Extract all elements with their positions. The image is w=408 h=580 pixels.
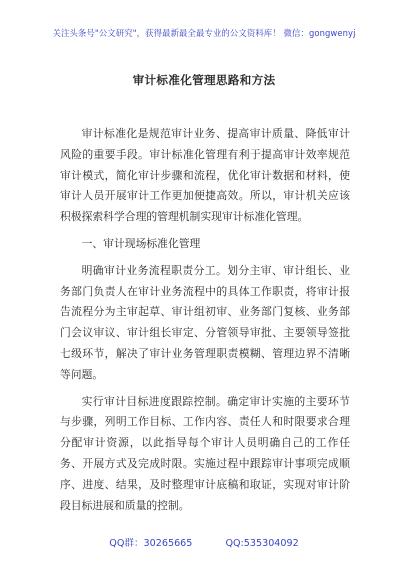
header-notice: 关注头条号"公文研究"，获得最新最全最专业的公文资料库！ 微信：gongwenyj [52,28,356,38]
footer-qq-group: QQ群：30265665 [109,538,193,549]
paragraph-intro: 审计标准化是规范审计业务、提高审计质量、降低审计风险的重要手段。审计标准化管理有利于提高审计效率规范审计模式，简化审计步骤和流程，优化审计数据和材料，使审计人员开展审计工作更加便捷高效。所以，审计机关应该积极探索科学合理的管理机制实现审计标准化管理。 [60,127,350,224]
paragraph-progress-control: 实行审计目标进度跟踪控制。确定审计实施的主要环节与步骤，列明工作目标、工作内容、责任人和时限要求合理分配审计资源，以此指导每个审计人员明确自己的工作任务、开展方式及完成时限。实施过程中跟踪审计事项完成顺序、进度、结果，及时整理审计底稿和取证，实现对审计阶段目标进展和质量的控制。 [60,394,350,512]
document-title: 审计标准化管理思路和方法 [132,73,276,87]
footer-qq-number: QQ:535304092 [225,538,299,549]
document-body [60,124,350,522]
paragraph-responsibilities: 明确审计业务流程职责分工。划分主审、审计组长、业务部门负责人在审计业务流程中的具体工作职责，将审计报告流程分为主审起草、审计组初审、业务部门复核、业务部门会议审议、审计组长审定、分管领导审批、主要领导签批七级环节，解决了审计业务管理职责模糊、管理边界不清晰等问题。 [60,263,350,381]
footer-contact [0,535,408,549]
section-heading: 一、审计现场标准化管理 [81,236,201,250]
